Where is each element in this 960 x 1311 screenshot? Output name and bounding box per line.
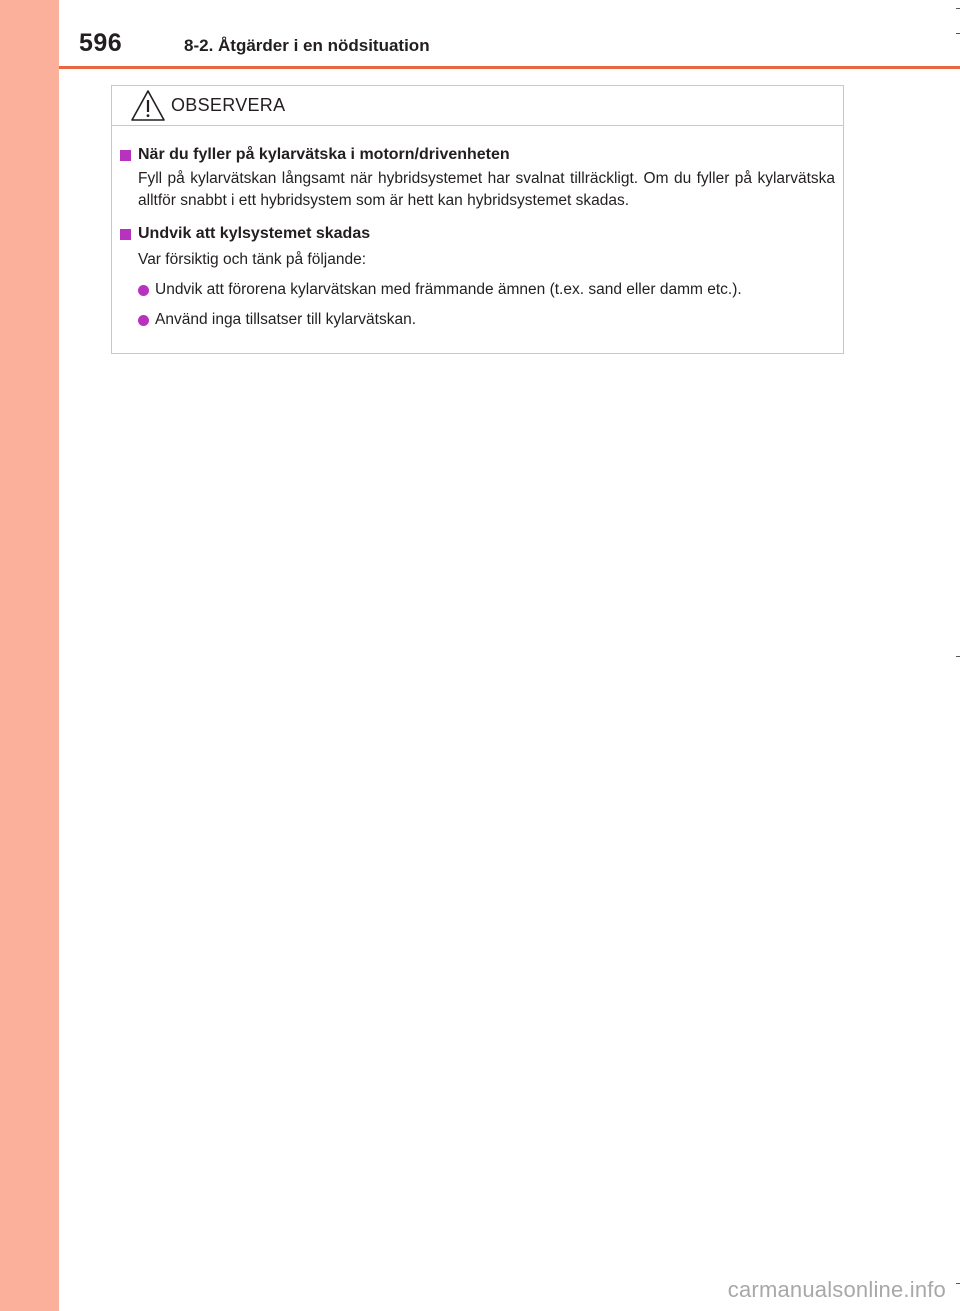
warning-triangle-icon: [130, 89, 166, 123]
square-bullet-icon: [120, 150, 131, 161]
item-heading-text: Undvik att kylsystemet skadas: [138, 225, 371, 242]
crop-mark: [956, 1283, 960, 1284]
item-heading: [120, 144, 835, 166]
item-heading-text: När du fyller på kylarvätska i motorn/drivenheten: [138, 146, 510, 163]
header-rule: [59, 66, 960, 69]
list-item-text: Använd inga tillsatser till kylarvätskan.: [155, 311, 417, 328]
dot-bullet-icon: [138, 285, 149, 296]
notice-box: [111, 85, 844, 354]
list-item: [138, 309, 835, 331]
dot-bullet-icon: [138, 315, 149, 326]
list-item: [138, 279, 835, 301]
watermark: carmanualsonline.info: [727, 1277, 946, 1302]
chapter-side-tab: [0, 0, 59, 1311]
crop-mark: [956, 8, 960, 9]
item-body-text: Fyll på kylarvätskan långsamt när hybridsystemet har svalnat tillräckligt. Om du fyller på kylarvätska alltför snabbt i ett hybridsystem som är hett kan hybridsystemet skadas.: [138, 170, 835, 209]
item-heading: [120, 223, 835, 245]
page-number: 596: [79, 29, 123, 57]
notice-header: [112, 86, 843, 126]
crop-mark: [956, 33, 960, 34]
list-item-text: Undvik att förorena kylarvätskan med främmande ämnen (t.ex. sand eller damm etc.).: [155, 281, 742, 298]
notice-body: [112, 126, 843, 331]
section-title: 8-2. Åtgärder i en nödsituation: [184, 36, 430, 55]
square-bullet-icon: [120, 229, 131, 240]
notice-label: OBSERVERA: [171, 95, 286, 115]
crop-mark: [956, 656, 960, 657]
item-body-text: Var försiktig och tänk på följande:: [138, 251, 367, 268]
